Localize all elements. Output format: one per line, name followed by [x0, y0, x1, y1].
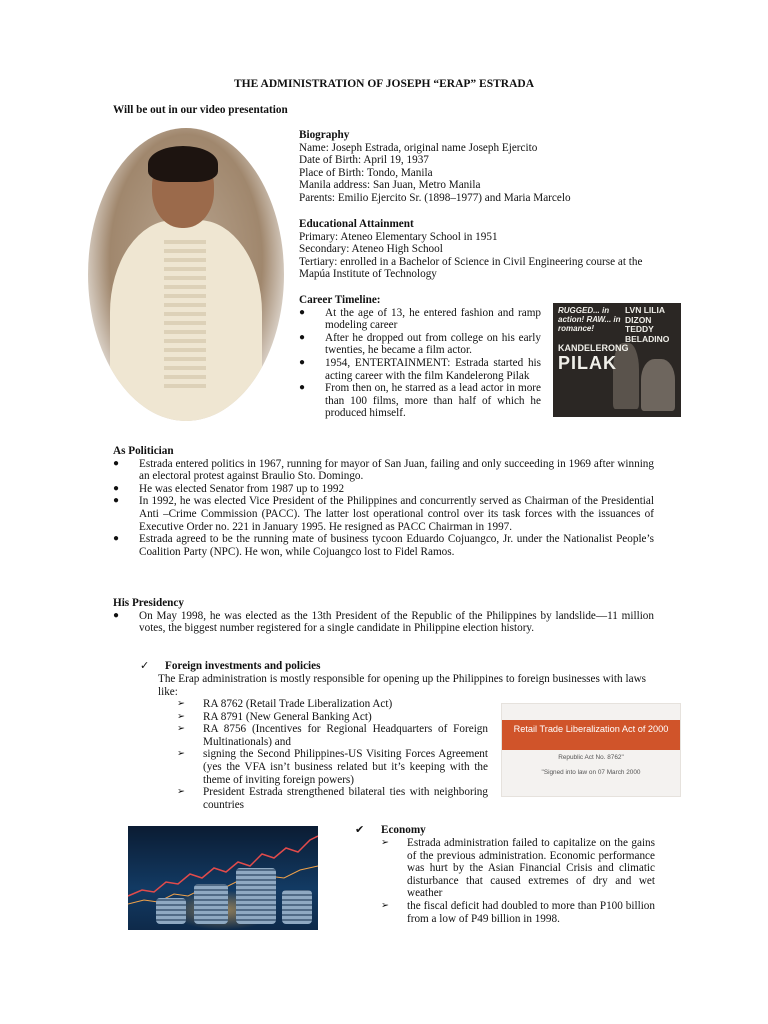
rtla-card-line2: "Signed into law on 07 March 2000 — [541, 769, 641, 776]
list-item: ➢ Estrada administration failed to capitalize on the gains of the previous administration. Economic performance was hurt by the Asian Financial Crisis and climatic disturbance that caused extremes of dry and wet weather — [381, 837, 655, 900]
politician-section — [113, 445, 654, 558]
poster-tagline: RUGGED... in action! RAW... in romance! — [558, 306, 621, 333]
document-title: THE ADMINISTRATION OF JOSEPH “ERAP” ESTRADA — [234, 78, 534, 90]
politician-list — [113, 458, 654, 559]
foreign-list — [177, 698, 488, 811]
edu-primary: Primary: Ateneo Elementary School in 1951 — [299, 230, 498, 243]
bio-address: Manila address: San Juan, Metro Manila — [299, 179, 481, 192]
bio-parents: Parents: Emilio Ejercito Sr. (1898–1977) and Maria Marcelo — [299, 191, 571, 204]
bio-dob: Date of Birth: April 19, 1937 — [299, 154, 429, 167]
presidency-list — [113, 610, 654, 635]
estrada-portrait-image — [88, 128, 284, 421]
foreign-intro: The Erap administration is mostly responsible for opening up the Philippines to foreign businesses with laws like: — [158, 673, 646, 698]
economy-heading: Economy — [381, 824, 426, 836]
coin-stack — [156, 898, 186, 924]
bio-name: Name: Joseph Estrada, original name Joseph Ejercito — [299, 141, 538, 154]
list-item: ➢ the fiscal deficit had doubled to more than P100 billion from a low of P49 billion in 1998. — [381, 900, 655, 925]
presidency-section — [113, 597, 654, 635]
video-note: Will be out in our video presentation — [113, 104, 288, 116]
biography-heading: Biography — [299, 129, 350, 141]
list-item: ● From then on, he starred as a lead actor in more than 100 films, more than half of which he produced himself. — [299, 382, 541, 420]
list-item: ● He was elected Senator from 1987 up to 1992 — [113, 483, 654, 496]
list-item: ● In 1992, he was elected Vice President of the Philippines and concurrently served as Chairman of the Presidential Anti –Crime Commission (PACC). The latter lost operational control over its task forces with the issuances of Executive Order no. 221 in January 1995. He resigned as PACC Chairman in 1997. — [113, 495, 654, 533]
rtla-card-line1: Republic Act No. 8762" — [558, 754, 624, 761]
edu-tertiary: Tertiary: enrolled in a Bachelor of Science in Civil Engineering course at the Mapúa Institute of Technology — [299, 255, 643, 281]
coins-stock-image — [128, 826, 318, 930]
coin-stack — [236, 868, 276, 924]
education-heading: Educational Attainment — [299, 218, 414, 230]
foreign-check-icon: ✓ — [140, 660, 150, 672]
list-item: ● Estrada entered politics in 1967, running for mayor of San Juan, failing and only succeeding in 1969 after winning an electoral protest against Braulio Sto. Domingo. — [113, 458, 654, 483]
career-list — [299, 307, 541, 420]
list-item: ● At the age of 13, he entered fashion and ramp modeling career — [299, 307, 541, 332]
career-section — [299, 294, 541, 420]
poster-figure — [641, 359, 675, 411]
poster-cast: LVN LILIA DIZON TEDDY BELADINO — [625, 305, 670, 344]
list-item: ● Estrada agreed to be the running mate of business tycoon Eduardo Cojuangco, Jr. under the Nationalist People’s Coalition Party (NPC). He won, while Cojuangco lost to Fidel Ramos. — [113, 533, 654, 558]
education-section — [299, 218, 657, 281]
kandelerong-pilak-poster-image — [553, 303, 681, 417]
foreign-heading: Foreign investments and policies — [165, 660, 321, 672]
poster-film-title-1: KANDELERONG — [558, 343, 629, 353]
politician-heading: As Politician — [113, 445, 174, 457]
list-item: ➢ President Estrada strengthened bilateral ties with neighboring countries — [177, 786, 488, 811]
bio-pob: Place of Birth: Tondo, Manila — [299, 166, 433, 179]
list-item: ● After he dropped out from college on his early twenties, he became a film actor. — [299, 332, 541, 357]
poster-film-title-2: PILAK — [558, 353, 617, 373]
list-item: ➢ signing the Second Philippines-US Visiting Forces Agreement (yes the VFA isn’t business related but it’s keeping with the theme of inviting foreign powers) — [177, 748, 488, 786]
coin-stack — [282, 890, 312, 924]
economy-check-icon: ✔ — [355, 824, 365, 836]
career-heading: Career Timeline: — [299, 294, 381, 306]
rtla-card-title: Retail Trade Liberalization Act of 2000 — [502, 720, 680, 750]
edu-secondary: Secondary: Ateneo High School — [299, 243, 443, 256]
list-item: ● 1954, ENTERTAINMENT: Estrada started his acting career with the film Kandelerong Pilak — [299, 357, 541, 382]
economy-list — [381, 837, 655, 925]
biography-section — [299, 129, 659, 205]
portrait-hair — [148, 146, 218, 182]
coin-stack — [194, 884, 228, 924]
presidency-heading: His Presidency — [113, 597, 184, 609]
list-item: ➢ RA 8756 (Incentives for Regional Headquarters of Foreign Multinationals) and — [177, 723, 488, 748]
list-item: ● On May 1998, he was elected as the 13th President of the Republic of the Philippines by landslide—11 million votes, the biggest number registered for a single candidate in Philippine election history. — [113, 610, 654, 635]
list-item: ➢ RA 8762 (Retail Trade Liberalization Act) — [177, 698, 488, 711]
retail-trade-act-card-image — [501, 703, 681, 797]
list-item: ➢ RA 8791 (New General Banking Act) — [177, 711, 488, 724]
shirt-embroidery — [164, 238, 206, 388]
